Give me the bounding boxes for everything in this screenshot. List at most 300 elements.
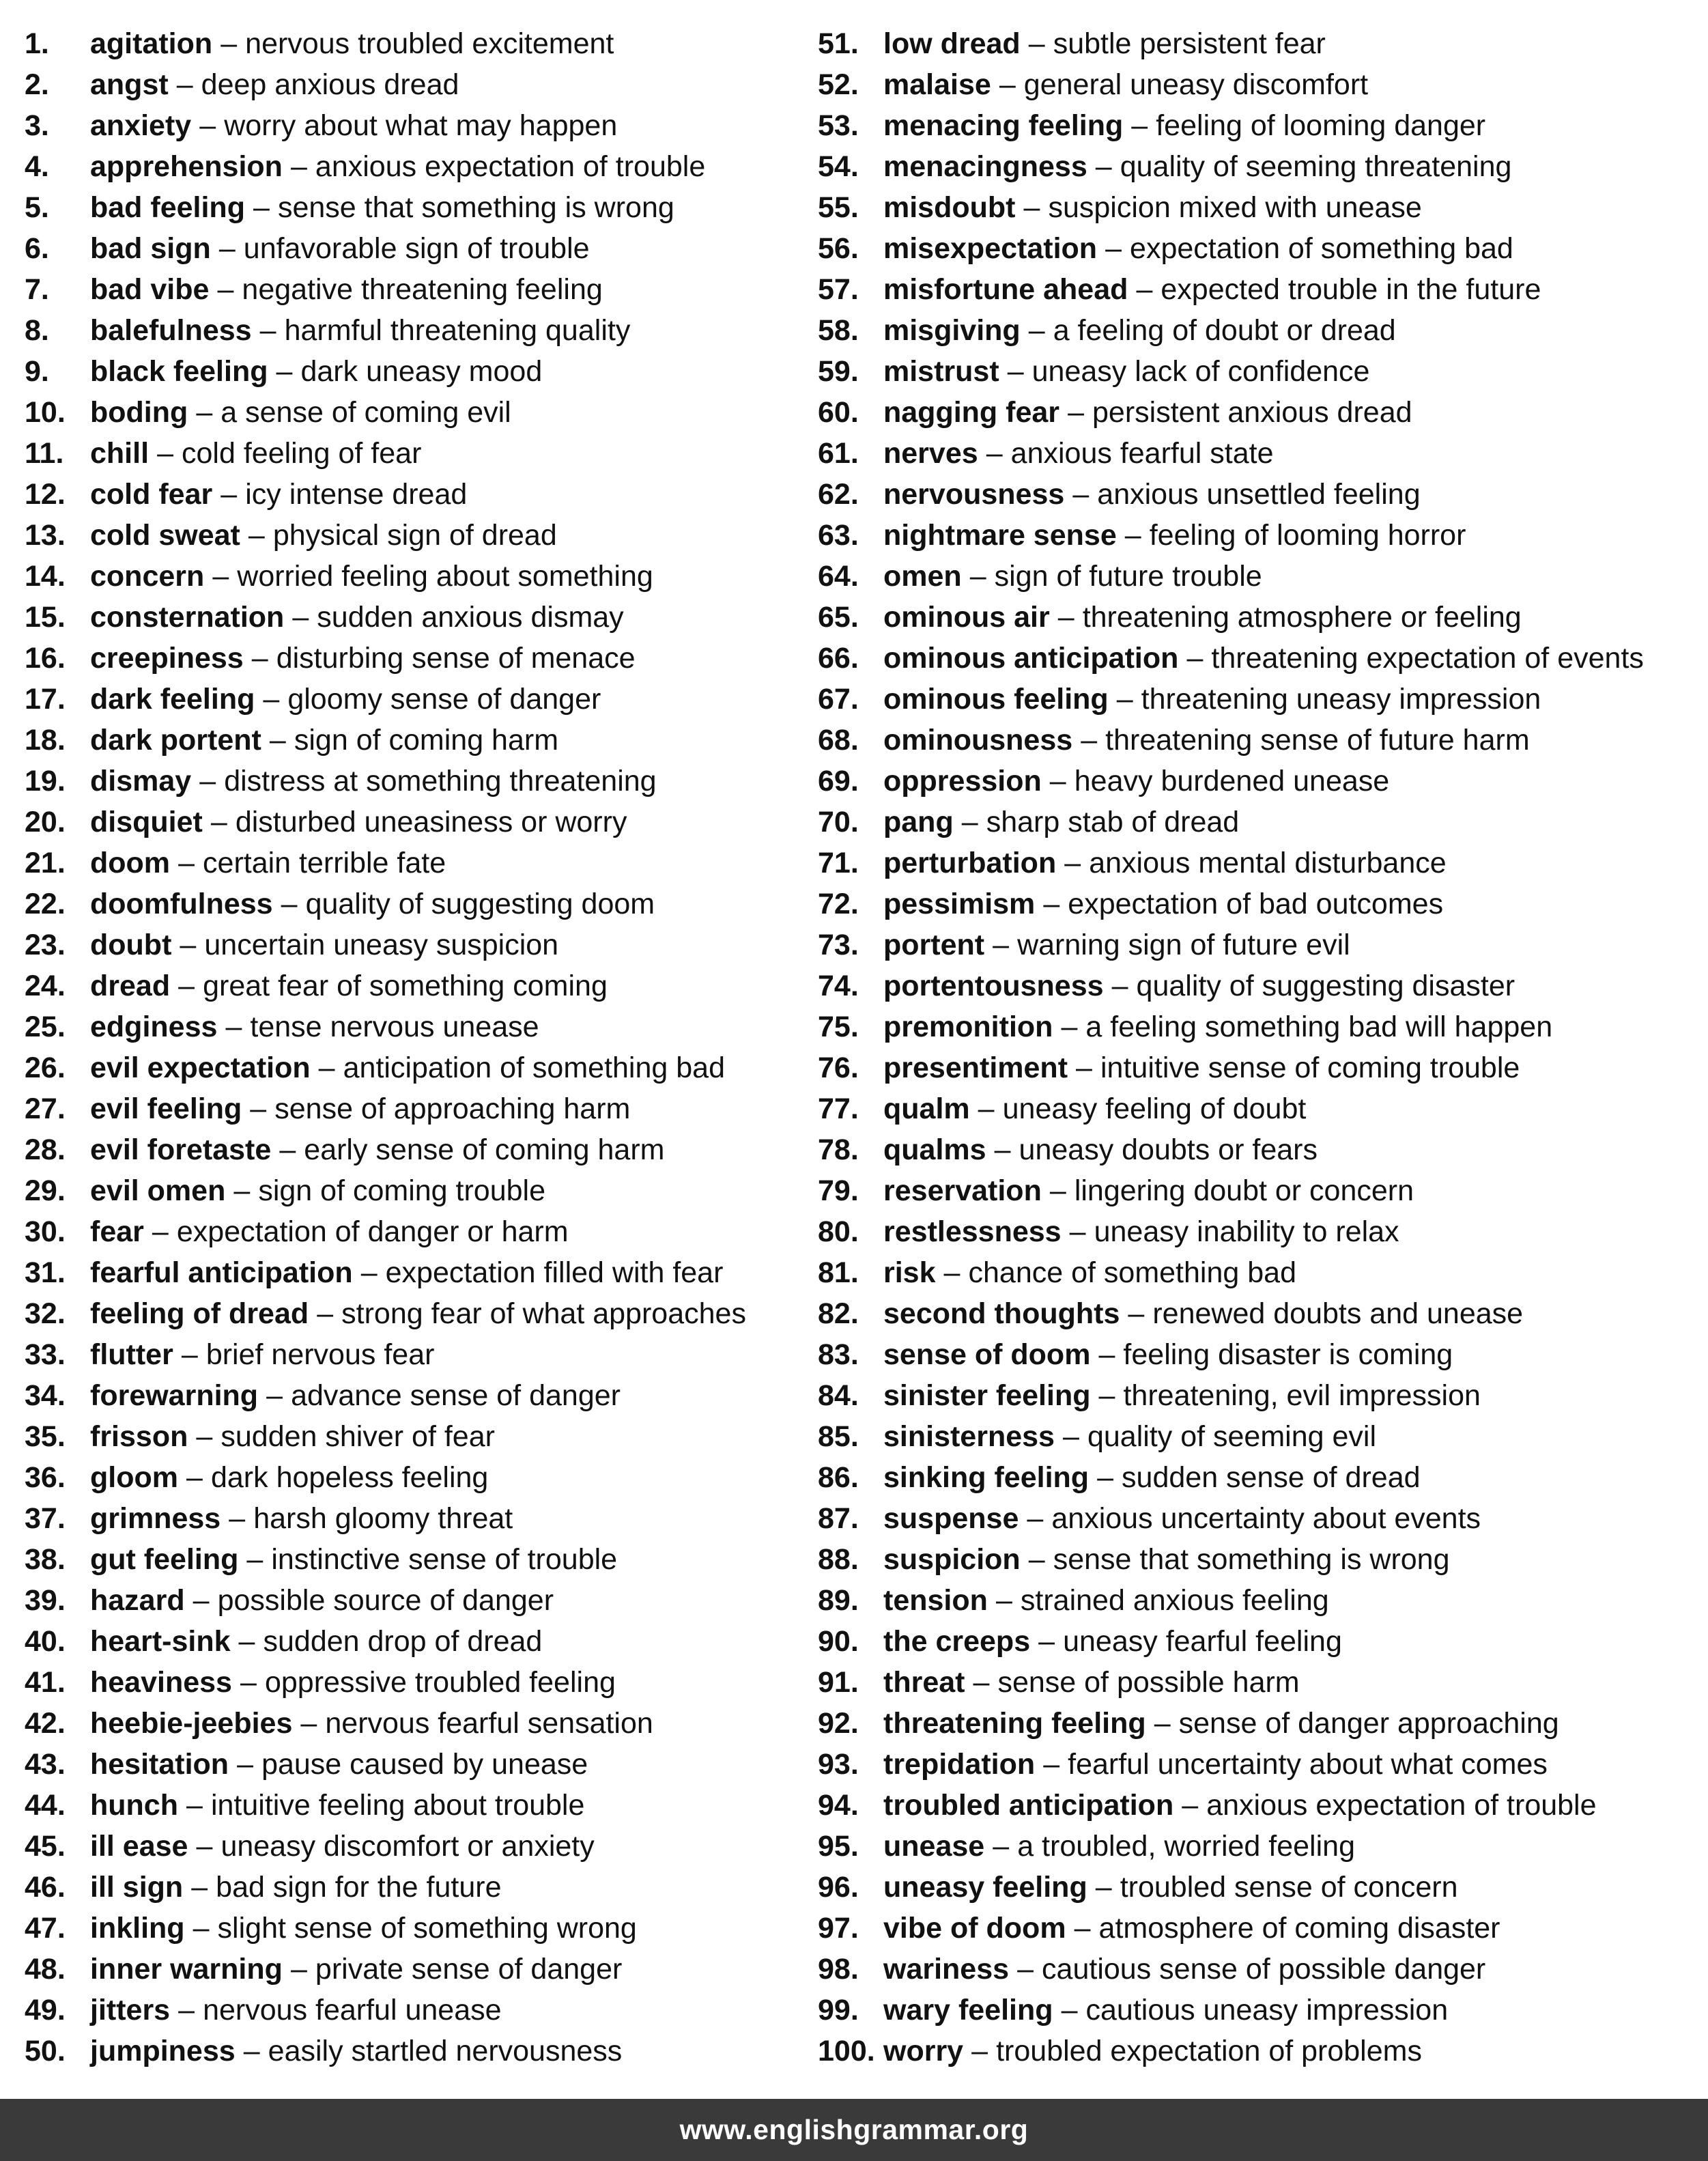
entry-definition: harsh gloomy threat [253, 1502, 513, 1535]
entry-definition: expectation of bad outcomes [1068, 888, 1444, 920]
entry-definition: distress at something threatening [224, 765, 657, 797]
list-item [25, 2031, 810, 2072]
entry-separator: – [233, 1174, 251, 1207]
entry-term: concern [90, 560, 205, 593]
list-item [25, 146, 810, 187]
entry-term: doomfulness [90, 888, 273, 920]
entry-separator: – [1064, 847, 1081, 879]
entry-term: sinking feeling [883, 1461, 1090, 1494]
list-item [25, 1375, 810, 1416]
list-item [818, 1375, 1698, 1416]
list-item [25, 1580, 810, 1621]
entry-number: 73. [818, 929, 859, 961]
entry-definition: brief nervous fear [205, 1338, 435, 1371]
entry-definition: slight sense of something wrong [217, 1912, 637, 1945]
entry-separator: – [196, 1420, 213, 1453]
entry-number: 7. [25, 273, 49, 306]
entry-term: tension [883, 1584, 988, 1617]
entry-definition: cautious uneasy impression [1085, 1994, 1449, 2026]
entry-number: 19. [25, 765, 66, 797]
list-item [818, 187, 1698, 228]
entry-term: second thoughts [883, 1297, 1120, 1330]
entry-definition: a feeling something bad will happen [1085, 1011, 1553, 1043]
entry-number: 48. [25, 1953, 66, 1986]
entry-number: 87. [818, 1502, 859, 1535]
entry-number: 65. [818, 601, 859, 634]
entry-separator: – [1186, 642, 1204, 675]
word-list-right-column [818, 23, 1698, 2072]
list-item [818, 1826, 1698, 1867]
entry-term: misexpectation [883, 232, 1098, 265]
entry-separator: – [1097, 1461, 1113, 1494]
entry-number: 68. [818, 724, 859, 757]
list-item [25, 802, 810, 843]
entry-number: 64. [818, 560, 859, 593]
entry-term: ominous anticipation [883, 642, 1179, 675]
entry-definition: threatening sense of future harm [1105, 724, 1530, 757]
list-item [25, 1539, 810, 1580]
list-item [818, 310, 1698, 351]
entry-separator: – [191, 1871, 208, 1904]
entry-definition: bad sign for the future [216, 1871, 502, 1904]
entry-definition: troubled expectation of problems [996, 2035, 1422, 2067]
entry-separator: – [178, 1994, 195, 2026]
entry-separator: – [292, 601, 309, 634]
entry-term: bad feeling [90, 191, 245, 224]
entry-definition: unfavorable sign of trouble [243, 232, 590, 265]
entry-definition: expectation of something bad [1130, 232, 1513, 265]
entry-number: 77. [818, 1092, 859, 1125]
entry-term: doubt [90, 929, 172, 961]
list-item [25, 392, 810, 433]
entry-definition: a troubled, worried feeling [1017, 1830, 1355, 1863]
list-item [818, 351, 1698, 392]
entry-separator: – [999, 68, 1016, 101]
entry-term: troubled anticipation [883, 1789, 1174, 1822]
list-item [818, 1867, 1698, 1908]
entry-definition: sudden sense of dread [1122, 1461, 1421, 1494]
entry-definition: intuitive sense of coming trouble [1100, 1051, 1520, 1084]
entry-separator: – [1027, 1502, 1044, 1535]
list-item [25, 187, 810, 228]
list-item [25, 1293, 810, 1334]
list-item [25, 1785, 810, 1826]
entry-term: apprehension [90, 150, 283, 183]
list-item [818, 761, 1698, 802]
list-item [25, 23, 810, 64]
entry-number: 52. [818, 68, 859, 101]
entry-separator: – [993, 929, 1010, 961]
entry-definition: nervous troubled excitement [245, 27, 614, 60]
entry-term: balefulness [90, 314, 252, 347]
entry-number: 81. [818, 1256, 859, 1289]
entry-number: 20. [25, 806, 66, 838]
entry-definition: a sense of coming evil [220, 396, 511, 429]
entry-term: sinister feeling [883, 1379, 1091, 1412]
entry-separator: – [995, 1584, 1012, 1617]
list-item [25, 1867, 810, 1908]
entry-number: 76. [818, 1051, 859, 1084]
entry-definition: fearful uncertainty about what comes [1068, 1748, 1548, 1781]
entry-definition: feeling of looming horror [1149, 519, 1466, 552]
footer-bar [0, 2099, 1708, 2161]
entry-number: 82. [818, 1297, 859, 1330]
entry-term: gut feeling [90, 1543, 239, 1576]
entry-term: premonition [883, 1011, 1053, 1043]
entry-number: 31. [25, 1256, 66, 1289]
entry-separator: – [1038, 1625, 1055, 1658]
list-item [818, 433, 1698, 474]
list-item [818, 965, 1698, 1006]
entry-separator: – [290, 1953, 307, 1986]
entry-separator: – [220, 27, 238, 60]
entry-separator: – [180, 929, 197, 961]
entry-separator: – [152, 1215, 169, 1248]
entry-definition: threatening atmosphere or feeling [1082, 601, 1522, 634]
list-item [818, 269, 1698, 310]
entry-term: ill ease [90, 1830, 188, 1863]
entry-term: heart-sink [90, 1625, 231, 1658]
entry-separator: – [1028, 27, 1045, 60]
entry-definition: warning sign of future evil [1017, 929, 1350, 961]
list-item [818, 2031, 1698, 2072]
entry-number: 49. [25, 1994, 66, 2026]
entry-separator: – [1182, 1789, 1199, 1822]
entry-separator: – [240, 1666, 257, 1699]
entry-separator: – [248, 519, 265, 552]
entry-number: 86. [818, 1461, 859, 1494]
entry-number: 8. [25, 314, 49, 347]
entry-term: portentousness [883, 970, 1104, 1002]
entry-term: angst [90, 68, 169, 101]
entry-number: 30. [25, 1215, 66, 1248]
entry-term: misgiving [883, 314, 1021, 347]
entry-number: 21. [25, 847, 66, 879]
entry-term: disquiet [90, 806, 203, 838]
entry-term: threat [883, 1666, 965, 1699]
entry-number: 97. [818, 1912, 859, 1945]
entry-number: 58. [818, 314, 859, 347]
list-item [818, 924, 1698, 965]
entry-term: agitation [90, 27, 213, 60]
entry-separator: – [971, 2035, 988, 2067]
entry-definition: anticipation of something bad [343, 1051, 726, 1084]
entry-term: ominous air [883, 601, 1050, 634]
entry-separator: – [1023, 191, 1040, 224]
entry-number: 24. [25, 970, 66, 1002]
entry-term: forewarning [90, 1379, 259, 1412]
entry-definition: uneasy lack of confidence [1031, 355, 1370, 388]
list-item [25, 1662, 810, 1703]
list-item [25, 1006, 810, 1047]
entry-term: qualm [883, 1092, 970, 1125]
entry-term: flutter [90, 1338, 173, 1371]
list-item [818, 1785, 1698, 1826]
entry-term: bad sign [90, 232, 211, 265]
entry-term: chill [90, 437, 150, 470]
entry-number: 63. [818, 519, 859, 552]
entry-separator: – [196, 396, 213, 429]
entry-separator: – [178, 847, 195, 879]
entry-number: 23. [25, 929, 66, 961]
entry-number: 45. [25, 1830, 66, 1863]
entry-separator: – [1116, 683, 1133, 716]
entry-number: 37. [25, 1502, 66, 1535]
entry-definition: anxious fearful state [1010, 437, 1274, 470]
entry-definition: subtle persistent fear [1053, 27, 1326, 60]
entry-separator: – [199, 109, 216, 142]
entry-separator: – [238, 1625, 255, 1658]
entry-separator: – [1131, 109, 1148, 142]
entry-number: 96. [818, 1871, 859, 1904]
entry-number: 50. [25, 2035, 66, 2067]
list-item [25, 761, 810, 802]
entry-number: 89. [818, 1584, 859, 1617]
entry-separator: – [1076, 1051, 1092, 1084]
entry-number: 46. [25, 1871, 66, 1904]
entry-separator: – [210, 806, 227, 838]
entry-definition: possible source of danger [217, 1584, 554, 1617]
entry-number: 93. [818, 1748, 859, 1781]
list-item [25, 843, 810, 884]
list-item [818, 1334, 1698, 1375]
entry-definition: a feeling of doubt or dread [1053, 314, 1396, 347]
entry-separator: – [1043, 1748, 1060, 1781]
entry-number: 59. [818, 355, 859, 388]
list-item [818, 843, 1698, 884]
entry-number: 18. [25, 724, 66, 757]
entry-separator: – [225, 1011, 242, 1043]
entry-term: ominousness [883, 724, 1073, 757]
entry-separator: – [1007, 355, 1024, 388]
entry-definition: icy intense dread [245, 478, 468, 511]
entry-definition: expectation filled with fear [385, 1256, 724, 1289]
entry-number: 17. [25, 683, 66, 716]
list-item [818, 23, 1698, 64]
list-item [25, 1498, 810, 1539]
entry-separator: – [259, 314, 276, 347]
entry-separator: – [193, 1584, 210, 1617]
list-item [818, 679, 1698, 720]
entry-definition: strained anxious feeling [1020, 1584, 1329, 1617]
entry-separator: – [994, 1133, 1011, 1166]
entry-number: 10. [25, 396, 66, 429]
entry-separator: – [269, 724, 286, 757]
entry-definition: threatening uneasy impression [1141, 683, 1541, 716]
list-item [818, 1211, 1698, 1252]
list-item [818, 1416, 1698, 1457]
entry-separator: – [1057, 601, 1074, 634]
entry-separator: – [993, 1830, 1010, 1863]
entry-term: feeling of dread [90, 1297, 309, 1330]
list-item [818, 638, 1698, 679]
entry-number: 83. [818, 1338, 859, 1371]
entry-definition: sign of coming trouble [258, 1174, 546, 1207]
entry-separator: – [253, 191, 270, 224]
entry-separator: – [178, 970, 195, 1002]
entry-separator: – [266, 1379, 283, 1412]
entry-definition: strong fear of what approaches [341, 1297, 746, 1330]
entry-separator: – [1061, 1994, 1078, 2026]
entry-definition: feeling of looming danger [1156, 109, 1486, 142]
list-item [25, 515, 810, 556]
entry-term: suspense [883, 1502, 1019, 1535]
entry-term: evil expectation [90, 1051, 311, 1084]
entry-term: cold fear [90, 478, 213, 511]
entry-term: pessimism [883, 888, 1036, 920]
entry-definition: disturbing sense of menace [276, 642, 636, 675]
entry-number: 16. [25, 642, 66, 675]
entry-number: 53. [818, 109, 859, 142]
entry-definition: lingering doubt or concern [1074, 1174, 1414, 1207]
entry-separator: – [1072, 478, 1090, 511]
entry-term: jumpiness [90, 2035, 236, 2067]
entry-separator: – [196, 1830, 213, 1863]
entry-definition: uneasy doubts or fears [1019, 1133, 1318, 1166]
entry-number: 92. [818, 1707, 859, 1740]
list-item [818, 1908, 1698, 1949]
entry-separator: – [263, 683, 280, 716]
entry-separator: – [176, 68, 193, 101]
entry-term: sinisterness [883, 1420, 1055, 1453]
entry-definition: anxious uncertainty about events [1051, 1502, 1481, 1535]
list-item [818, 64, 1698, 105]
entry-number: 27. [25, 1092, 66, 1125]
entry-number: 74. [818, 970, 859, 1002]
entry-number: 78. [818, 1133, 859, 1166]
list-item [25, 924, 810, 965]
entry-number: 34. [25, 1379, 66, 1412]
list-item [25, 597, 810, 638]
entry-definition: private sense of danger [315, 1953, 623, 1986]
entry-separator: – [1081, 724, 1098, 757]
entry-definition: quality of suggesting disaster [1136, 970, 1515, 1002]
entry-separator: – [243, 2035, 260, 2067]
entry-separator: – [250, 1092, 267, 1125]
entry-term: dark feeling [90, 683, 255, 716]
entry-separator: – [279, 1133, 296, 1166]
list-item [25, 1990, 810, 2031]
entry-term: dread [90, 970, 171, 1002]
entry-term: consternation [90, 601, 285, 634]
entry-separator: – [1095, 1871, 1112, 1904]
entry-number: 98. [818, 1953, 859, 1986]
list-item [818, 1457, 1698, 1498]
entry-number: 43. [25, 1748, 66, 1781]
list-item [25, 1621, 810, 1662]
entry-definition: uneasy discomfort or anxiety [220, 1830, 595, 1863]
entry-definition: anxious unsettled feeling [1097, 478, 1421, 511]
entry-definition: atmosphere of coming disaster [1098, 1912, 1500, 1945]
entry-separator: – [246, 1543, 264, 1576]
entry-term: black feeling [90, 355, 268, 388]
entry-separator: – [1068, 396, 1084, 429]
entry-definition: sudden drop of dread [263, 1625, 543, 1658]
entry-definition: uneasy feeling of doubt [1002, 1092, 1307, 1125]
entry-term: vibe of doom [883, 1912, 1066, 1945]
entry-definition: deep anxious dread [201, 68, 459, 101]
entry-term: portent [883, 929, 985, 961]
entry-term: ill sign [90, 1871, 184, 1904]
entry-number: 29. [25, 1174, 66, 1207]
entry-term: gloom [90, 1461, 178, 1494]
entry-definition: cautious sense of possible danger [1042, 1953, 1486, 1986]
entry-definition: oppressive troubled feeling [264, 1666, 616, 1699]
list-item [818, 1539, 1698, 1580]
entry-number: 91. [818, 1666, 859, 1699]
list-item [818, 802, 1698, 843]
word-list-left-column [25, 23, 810, 2072]
entry-definition: feeling disaster is coming [1123, 1338, 1453, 1371]
entry-number: 41. [25, 1666, 66, 1699]
entry-definition: anxious mental disturbance [1089, 847, 1447, 879]
entry-term: mistrust [883, 355, 999, 388]
entry-definition: anxious expectation of trouble [315, 150, 706, 183]
entry-number: 33. [25, 1338, 66, 1371]
entry-number: 84. [818, 1379, 859, 1412]
entry-definition: heavy burdened unease [1074, 765, 1390, 797]
entry-number: 66. [818, 642, 859, 675]
entry-term: nerves [883, 437, 978, 470]
entry-definition: sense that something is wrong [277, 191, 674, 224]
entry-separator: – [1154, 1707, 1171, 1740]
list-item [25, 1129, 810, 1170]
entry-definition: sharp stab of dread [986, 806, 1240, 838]
entry-number: 1. [25, 27, 49, 60]
entry-definition: disturbed uneasiness or worry [235, 806, 627, 838]
entry-separator: – [212, 560, 229, 593]
entry-separator: – [1105, 232, 1122, 265]
entry-separator: – [218, 232, 236, 265]
entry-separator: – [220, 478, 238, 511]
entry-number: 72. [818, 888, 859, 920]
entry-separator: – [1017, 1953, 1034, 1986]
entry-separator: – [1098, 1338, 1115, 1371]
entry-term: trepidation [883, 1748, 1036, 1781]
list-item [25, 1744, 810, 1785]
list-item [25, 720, 810, 761]
list-item [818, 1252, 1698, 1293]
list-item [818, 1621, 1698, 1662]
list-item [818, 1744, 1698, 1785]
entry-definition: threatening, evil impression [1123, 1379, 1481, 1412]
footer-url: www.englishgrammar.org [679, 2114, 1029, 2145]
list-item [818, 1580, 1698, 1621]
entry-term: hesitation [90, 1748, 229, 1781]
entry-number: 15. [25, 601, 66, 634]
entry-number: 100. [818, 2035, 875, 2067]
entry-number: 67. [818, 683, 859, 716]
entry-number: 61. [818, 437, 859, 470]
entry-number: 35. [25, 1420, 66, 1453]
entry-number: 80. [818, 1215, 859, 1248]
entry-term: nightmare sense [883, 519, 1117, 552]
entry-term: inkling [90, 1912, 185, 1945]
entry-term: menacing feeling [883, 109, 1124, 142]
entry-separator: – [318, 1051, 335, 1084]
entry-number: 25. [25, 1011, 66, 1043]
list-item [25, 1252, 810, 1293]
entry-definition: sudden anxious dismay [317, 601, 624, 634]
entry-number: 32. [25, 1297, 66, 1330]
entry-separator: – [1061, 1011, 1078, 1043]
list-item [818, 556, 1698, 597]
entry-definition: nervous fearful unease [203, 1994, 502, 2026]
entry-separator: – [360, 1256, 378, 1289]
list-item [818, 1949, 1698, 1990]
list-item [25, 638, 810, 679]
entry-term: inner warning [90, 1953, 283, 1986]
